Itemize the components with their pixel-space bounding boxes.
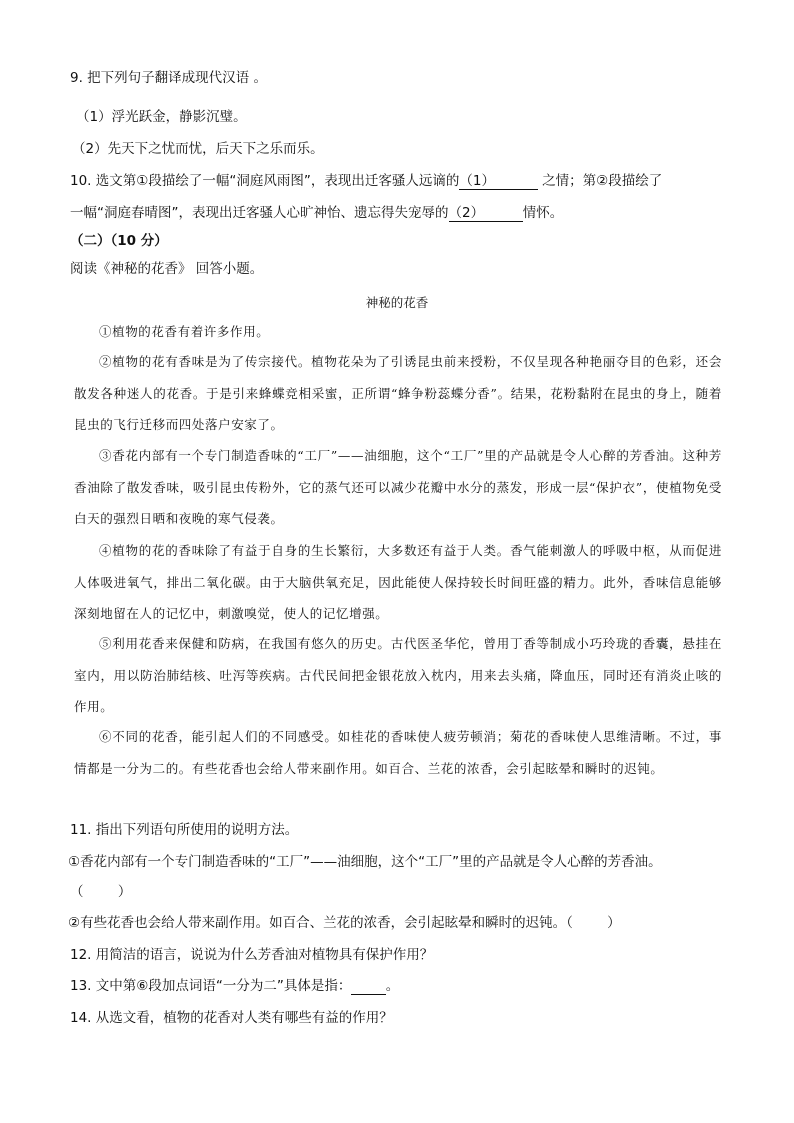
section-heading: （二）（10 分） (70, 233, 168, 249)
q10-text-b: 之情；第②段描绘了 (537, 173, 663, 189)
q10-blank-2: （2） (448, 205, 523, 221)
q9-sentence-2: （2）先天下之忧而忧，后天下之乐而乐。 (72, 141, 324, 157)
q10-line-2 (70, 203, 734, 223)
article-paragraph-1: ①植物的花香有着许多作用。 (99, 324, 270, 339)
q10-text-d: 情怀。 (522, 205, 564, 221)
q13-text-b: 。 (385, 978, 400, 994)
q9-sentence-1: （1）浮光跃金，静影沉璧。 (76, 109, 247, 125)
q11-answer-paren-1: （ ） (70, 884, 132, 900)
q9-title: 9. 把下列句子翻译成现代汉语 。 (70, 70, 267, 86)
q14-title: 14. 从选文看，植物的花香对人类有哪些有益的作用？ (70, 1010, 393, 1026)
q10-blank-1: （1） (459, 173, 538, 189)
q11-sentence-2: ②有些花香也会给人带来副作用。如百合、兰花的浓香，会引起眩晕和瞬时的迟钝。（ ） (68, 915, 621, 931)
article-paragraph-6: ⑥不同的花香，能引起人们的不同感受。如桂花的香味使人疲劳顿消；菊花的香味使人思维清晰。不过，事情都是一分为二的。有些花香也会给人带来副作用。如百合、兰花的浓香，会引起眩晕和瞬时的迟钝。 (74, 729, 722, 776)
article-title: 神秘的花香 (365, 295, 429, 310)
q11-sentence-1: ①香花内部有一个专门制造香味的“工厂”——油细胞，这个“工厂”里的产品就是令人心醉的芳香油。 (68, 854, 662, 870)
q11-title: 11. 指出下列语句所使用的说明方法。 (70, 822, 299, 838)
q13-blank (351, 978, 385, 995)
article-paragraph-3: ③香花内部有一个专门制造香味的“工厂”——油细胞，这个“工厂”里的产品就是令人心醉的芳香油。这种芳香油除了散发香味，吸引昆虫传粉外，它的蒸气还可以减少花瓣中水分的蒸发，形成一层“保护衣”，使植物免受白天的强烈日晒和夜晚的寒气侵袭。 (74, 448, 722, 526)
q13-line (70, 976, 734, 996)
q12-title: 12. 用简洁的语言，说说为什么芳香油对植物具有保护作用？ (70, 947, 434, 963)
q10-text-c: 一幅“洞庭春晴图”，表现出迁客骚人心旷神怡、遗忘得失宠辱的 (70, 205, 449, 221)
q13-text-a: 13. 文中第⑥段加点词语“一分为二”具体是指： (70, 978, 352, 994)
section-intro: 阅读《神秘的花香》 回答小题。 (70, 261, 264, 277)
article-paragraph-2: ②植物的花有香味是为了传宗接代。植物花朵为了引诱昆虫前来授粉，不仅呈现各种艳丽夺目的色彩，还会散发各种迷人的花香。于是引来蜂蝶竞相采蜜，正所谓“蜂争粉蕊蝶分香”。结果，花粉黏附在昆虫的身上，随着昆虫的飞行迁移而四处落户安家了。 (74, 354, 722, 432)
q10-text-a: 10. 选文第①段描绘了一幅“洞庭风雨图”，表现出迁客骚人远谪的 (70, 173, 460, 189)
article-paragraph-4: ④植物的花的香味除了有益于自身的生长繁衍，大多数还有益于人类。香气能刺激人的呼吸中枢，从而促进人体吸进氧气，排出二氧化碳。由于大脑供氧充足，因此能使人保持较长时间旺盛的精力。此外，香味信息能够深刻地留在人的记忆中，刺激嗅觉，使人的记忆增强。 (74, 543, 722, 621)
q10-line-1 (70, 171, 734, 191)
article-paragraph-5: ⑤利用花香来保健和防病，在我国有悠久的历史。古代医圣华佗，曾用丁香等制成小巧玲珑的香囊，悬挂在室内，用以防治肺结核、吐泻等疾病。古代民间把金银花放入枕内，用来去头痛，降血压，同时还有消炎止咳的作用。 (74, 636, 722, 714)
